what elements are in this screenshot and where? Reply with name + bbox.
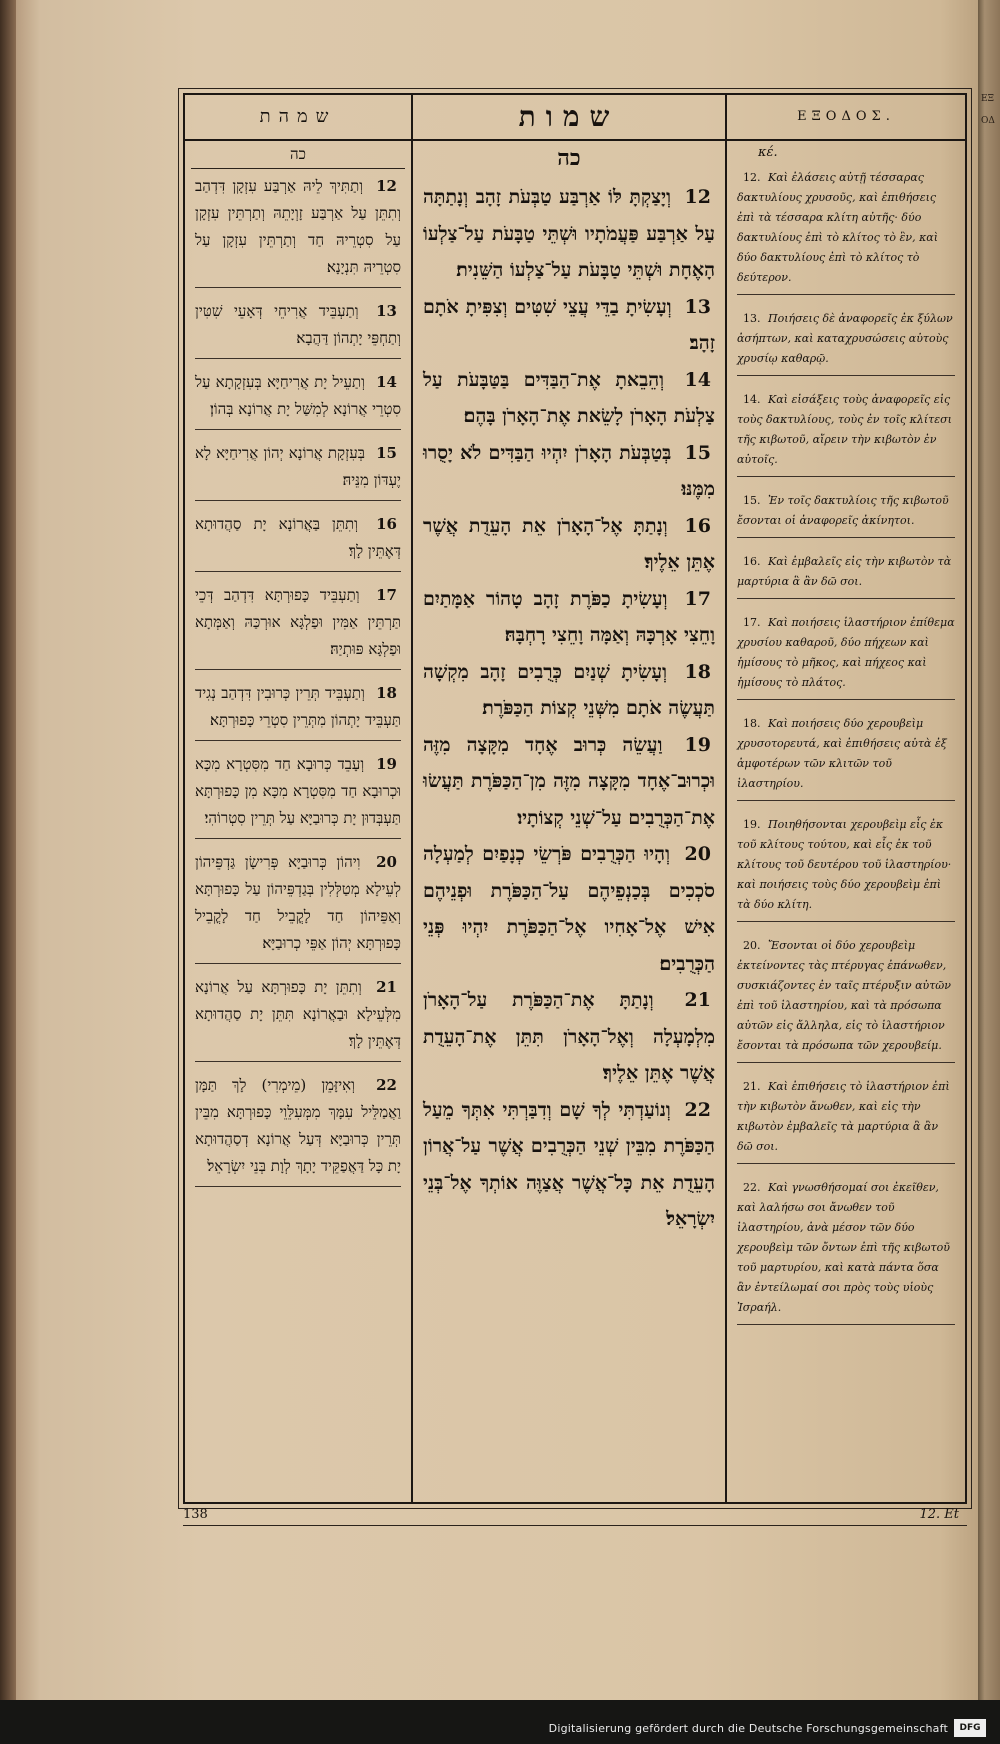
verse [737, 714, 955, 801]
column-rule-1 [411, 95, 413, 1502]
verse-number: 18 [684, 660, 711, 683]
verse [195, 974, 401, 1062]
greek-column [727, 95, 965, 1502]
verse-text: Καὶ εἰσάξεις τοὺς ἀναφορεῖς εἰς τοὺς δακτυλίους, τοὺς ἐν τοῖς κλίτεσι τῆς κιβωτοῦ, αἴρειν τὴν κιβωτὸν ἐν αὐτοῖς. [737, 393, 952, 466]
verse [423, 982, 715, 1092]
hebrew-header: שמות [518, 100, 620, 133]
verse-number: 20 [376, 853, 397, 871]
verse-number: 17 [376, 586, 397, 604]
verse-text: וַעֲשֵׂה כְּרוּב אֶחָד מִקָּצָה מִזֶּה וּכְרוּב־אֶחָד מִקָּצָה מִזֶּה מִן־הַכַּפֹּרֶת תַּעֲשׂוּ אֶת־הַכְּרֻבִים עַל־שְׁנֵי קְצוֹתָיו׃ [423, 733, 715, 829]
verse-text: וְתַעְבֵּיד כָּפוּרְתָּא דִּדְהַב דְּכֵי תַּרְתֵּין אַמִּין וּפַלְגָּא אוּרְכַּהּ וְאַמְּתָא וּפַלְגָּא פּוּתְיַהּ׃ [195, 586, 401, 658]
verse [737, 1178, 955, 1325]
verse-number: 19 [684, 733, 711, 756]
next-page-edge [978, 0, 1000, 1700]
column-rule-2 [725, 95, 727, 1502]
verse [737, 168, 955, 295]
page-footer [183, 1507, 967, 1527]
verse-number: 13. [743, 312, 761, 325]
verse [423, 362, 715, 435]
verse [737, 552, 955, 599]
verse-number: 22 [684, 1098, 711, 1121]
verse-text: וְהֵבֵאתָ אֶת־הַבַּדִּים בַּטַּבָּעֹת עַל צַלְעֹת הָאָרֹן לָשֵׂאת אֶת־הָאָרֹן בָּהֶם׃ [423, 368, 715, 427]
verse-number: 12 [376, 177, 397, 195]
hebrew-chapter: כה [557, 145, 581, 171]
greek-verses [727, 164, 965, 1325]
verse-number: 20. [743, 939, 761, 952]
verse [423, 289, 715, 362]
verse-number: 18 [376, 684, 397, 702]
verse [195, 680, 401, 741]
verse [423, 508, 715, 581]
verse [195, 173, 401, 288]
verse [737, 491, 955, 538]
verse-text: Καὶ ποιήσεις δύο χερουβεὶμ χρυσοτορευτά, καὶ ἐπιθήσεις αὐτὰ ἐξ ἀμφοτέρων τῶν κλιτῶν τοῦ ἱλαστηρίου. [737, 717, 947, 790]
aramaic-header: שמהת [259, 106, 337, 127]
verse-text: Ἐν τοῖς δακτυλίοις τῆς κιβωτοῦ ἔσονται οἱ ἀναφορεῖς ἀκίνητοι. [737, 494, 949, 527]
aramaic-verses [185, 169, 411, 1187]
verse [737, 1077, 955, 1164]
verse-number: 16 [684, 514, 711, 537]
verse-number: 21 [376, 978, 397, 996]
verse-number: 19. [743, 818, 761, 831]
verse-number: 15 [376, 444, 397, 462]
verse-number: 12. [743, 171, 761, 184]
verse-text: בְּעִזְקָת אֲרוֹנָא יְהוֹן אֲרִיחַיָּא לָא יֶעְדּוֹן מִנֵּיהּ׃ [195, 444, 401, 489]
text-frame [183, 93, 967, 1504]
verse [195, 1072, 401, 1187]
verse-number: 21 [684, 989, 711, 1011]
verse-text: וִיהוֹן כְּרוּבַיָּא פְּרִישָׂן גַּדְפֵּיהוֹן לְעֵילָא מְטַלְּלִין בְּגַדְפֵּיהוֹן עַל כָּפוּרְתָּא וְאַפֵּיהוֹן חַד לָקֳבֵיל חַד לָקֳבֵיל כָּפוּרְתָּא יְהוֹן אַפֵּי כְרוּבַיָּא׃ [195, 853, 401, 952]
verse [423, 581, 715, 654]
verse-text: וְתִתֵּן יָת כָּפוּרְתָּא עַל אֲרוֹנָא מִלְּעֵילָא וּבַאֲרוֹנָא תִּתֵּן יָת סַהֲדוּתָא דְּאֶתֵּין לָךְ׃ [195, 978, 401, 1050]
verse-number: 18. [743, 717, 761, 730]
verse-text: וְתַעֵיל יָת אֲרִיחַיָּא בְּעִזְקָתָא עַל סִטְרֵי אֲרוֹנָא לְמִשַּׁל יָת אֲרוֹנָא בְּהוֹן׃ [195, 373, 401, 418]
verse-number: 21. [743, 1080, 761, 1093]
aramaic-chapter: כה [191, 139, 405, 169]
hebrew-verses [413, 175, 725, 1238]
verse-text: וְתַעְבֵּיד תְּרֵין כְּרוּבִין דִּדְהַב נְגִיד תַּעְבֵּיד יָתְהוֹן מִתְּרֵין סִטְרֵי כָּפוּרְתָּא׃ [195, 684, 401, 729]
verse-number: 13 [376, 302, 397, 320]
verse-text: וְתַתִּיךְ לֵיהּ אַרְבַּע עִזְקָן דִּדְהַב וְתִתֵּן עַל אַרְבַּע זָוְיָתֵהּ וְתַרְתֵּין עִזְקָן עַל סִטְרֵיהּ חַד וְתַרְתֵּין עִזְקָן עַל סִטְרֵיהּ תִּנְיָנָא׃ [195, 177, 401, 276]
verse-number: 14. [743, 393, 761, 406]
verse-number: 15 [684, 441, 711, 464]
verse [195, 582, 401, 670]
verse-text: Ποιήσεις δὲ ἀναφορεῖς ἐκ ξύλων ἀσήπτων, καὶ καταχρυσώσεις αὐτοὺς χρυσίῳ καθαρῷ. [737, 312, 953, 365]
next-page-edge-text: ΕΞΟΔ [981, 94, 995, 126]
verse-number: 16. [743, 555, 761, 568]
verse-text: וְעָבֵד כְּרוּבָא חַד מִסִּטְרָא מִכָּא וּכְרוּבָא חַד מִסִּטְרָא מִכָּא מִן כָּפוּרְתָּא תַּעְבְּדוּן יָת כְּרוּבַיָּא עַל תְּרֵין סִטְרוֹהִי׃ [195, 755, 401, 827]
scan-credit: Digitalisierung gefördert durch die Deutsche Forschungsgemeinschaft [548, 1722, 948, 1735]
page-number: 138 [183, 1507, 208, 1522]
verse-text: וְנָתַתָּ אֶל־הָאָרֹן אֵת הָעֵדֻת אֲשֶׁר אֶתֵּן אֵלֶיךָ׃ [423, 514, 715, 573]
verse-number: 22. [743, 1181, 761, 1194]
verse [737, 309, 955, 376]
verse-text: Καὶ ποιήσεις ἱλαστήριον ἐπίθεμα χρυσίου καθαροῦ, δύο πήχεων καὶ ἡμίσους τὸ μῆκος, καὶ πήχεος καὶ ἡμίσους τὸ πλάτος. [737, 616, 955, 689]
verse-text: Ποιηθήσονται χερουβεὶμ εἷς ἐκ τοῦ κλίτους τούτου, καὶ εἷς ἐκ τοῦ κλίτους τοῦ δευτέρου τοῦ ἱλαστηρίου· καὶ ποιήσεις τοὺς δύο χερουβεὶμ ἐπὶ τὰ δύο κλίτη. [737, 818, 952, 911]
verse-text: וְעָשִׂיתָ כַפֹּרֶת זָהָב טָהוֹר אַמָּתַיִם וָחֵצִי אָרְכָּהּ וְאַמָּה וָחֵצִי רָחְבָּהּ׃ [423, 587, 715, 646]
catchword: 12. Et [919, 1507, 959, 1522]
footer-rule [183, 1525, 967, 1526]
hebrew-column [413, 95, 725, 1502]
verse-text: וְתַעְבֵּיד אֲרִיחֵי דְּאָעֵי שִׁטִּין וְתַחְפֵּי יָתְהוֹן דַּהֲבָא׃ [195, 302, 401, 347]
verse-text: וְנוֹעַדְתִּי לְךָ שָׁם וְדִבַּרְתִּי אִתְּךָ מֵעַל הַכַּפֹּרֶת מִבֵּין שְׁנֵי הַכְּרֻבִים אֲשֶׁר עַל־אֲרוֹן הָעֵדֻת אֵת כָּל־אֲשֶׁר אֲצַוֶּה אוֹתְךָ אֶל־בְּנֵי יִשְׂרָאֵל׃ [423, 1098, 715, 1230]
verse [423, 1092, 715, 1238]
verse [737, 815, 955, 922]
verse-text: Ἔσονται οἱ δύο χερουβεὶμ ἐκτείνοντες τὰς πτέρυγας ἐπάνωθεν, συσκιάζοντες ἐν ταῖς πτέρυξιν αὐτῶν ἐπὶ τοῦ ἱλαστηρίου, καὶ τὰ πρόσωπα αὐτῶν εἰς ἄλληλα, εἰς τὸ ἱλαστήριον ἔσονται τὰ πρόσωπα τῶν χερουβείμ. [737, 939, 951, 1052]
verse-number: 12 [684, 186, 711, 208]
verse-text: וְעָשִׂיתָ שְׁנַיִם כְּרֻבִים זָהָב מִקְשָׁה תַּעֲשֶׂה אֹתָם מִשְּׁנֵי קְצוֹת הַכַּפֹּרֶת׃ [423, 660, 715, 719]
verse-text: Καὶ γνωσθήσομαί σοι ἐκεῖθεν, καὶ λαλήσω σοι ἄνωθεν τοῦ ἱλαστηρίου, ἀνὰ μέσον τῶν δύο χερουβεὶμ τῶν ὄντων ἐπὶ τῆς κιβωτοῦ τοῦ μαρτυρίου, καὶ κατὰ πάντα ὅσα ἂν ἐντείλωμαί σοι πρὸς τοὺς υἱοὺς Ἰσραήλ. [737, 1181, 950, 1314]
verse-number: 20 [684, 843, 711, 865]
scan-credit-bar [0, 1700, 1000, 1744]
verse-text: וְיָצַקְתָּ לּוֹ אַרְבַּע טַבְּעֹת זָהָב וְנָתַתָּה עַל אַרְבַּע פַּעֲמֹתָיו וּשְׁתֵּי טַבָּעֹת עַל־צַלְעוֹ הָאֶחָת וּשְׁתֵּי טַבָּעֹת עַל־צַלְעוֹ הַשֵּׁנִית׃ [423, 186, 715, 281]
verse-number: 13 [684, 295, 711, 318]
verse [423, 727, 715, 837]
dfg-logo: DFG [954, 1719, 986, 1737]
greek-header: ΕΞΟΔΟΣ. [797, 109, 895, 124]
verse-number: 22 [376, 1076, 397, 1094]
verse-text: וְאִיזָּמֵן (מֵימְרִי) לָךְ תַּמָּן וַאֲמַלֵּיל עִמָּךְ מִמְּעִלֵּוֵי כָּפוּרְתָּא מִבֵּין תְּרֵין כְּרוּבַיָּא דְּעַל אֲרוֹנָא דְסַהֲדוּתָא יָת כָּל דַּאֲפַקֵּיד יָתָךְ לְוָת בְּנֵי יִשְׂרָאֵל׃ [195, 1076, 401, 1175]
verse-number: 17. [743, 616, 761, 629]
verse-text: וְנָתַתָּ אֶת־הַכַּפֹּרֶת עַל־הָאָרֹן מִלְמָעְלָה וְאֶל־הָאָרֹן תִּתֵּן אֶת־הָעֵדֻת אֲשֶׁר אֶתֵּן אֵלֶיךָ׃ [423, 989, 715, 1084]
verse-text: וְתִתֵּן בַּאֲרוֹנָא יָת סַהֲדוּתָא דְּאֶתֵּין לָךְ׃ [195, 515, 401, 560]
verse [195, 440, 401, 501]
verse-number: 14 [376, 373, 397, 391]
verse [737, 936, 955, 1063]
verse-number: 14 [684, 368, 711, 391]
verse-number: 16 [376, 515, 397, 533]
verse-number: 15. [743, 494, 761, 507]
verse [195, 849, 401, 964]
verse-text: בְּטַבְּעֹת הָאָרֹן יִהְיוּ הַבַּדִּים לֹא יָסֻרוּ מִמֶּנּוּ׃ [423, 441, 715, 500]
greek-chapter: κέ. [758, 145, 778, 160]
verse-text: וְהָיוּ הַכְּרֻבִים פֹּרְשֵׂי כְנָפַיִם לְמַעְלָה סֹכְכִים בְּכַנְפֵיהֶם עַל־הַכַּפֹּרֶת וּפְנֵיהֶם אִישׁ אֶל־אָחִיו אֶל־הַכַּפֹּרֶת יִהְיוּ פְּנֵי הַכְּרֻבִים׃ [423, 843, 715, 975]
verse [423, 435, 715, 508]
verse-text: וְעָשִׂיתָ בַדֵּי עֲצֵי שִׁטִּים וְצִפִּיתָ אֹתָם זָהָב׃ [423, 295, 715, 354]
verse-number: 19 [376, 755, 397, 773]
page-gutter [0, 0, 16, 1700]
verse [423, 654, 715, 727]
header-rule [185, 139, 965, 141]
verse [737, 613, 955, 700]
verse-text: Καὶ ἐμβαλεῖς εἰς τὴν κιβωτὸν τὰ μαρτύρια ἃ ἂν δῶ σοι. [737, 555, 952, 588]
verse [195, 511, 401, 572]
verse-number: 17 [684, 587, 711, 610]
verse [737, 390, 955, 477]
verse [195, 369, 401, 430]
verse [423, 179, 715, 289]
verse-text: Καὶ ἐλάσεις αὐτῇ τέσσαρας δακτυλίους χρυσοῦς, καὶ ἐπιθήσεις ἐπὶ τὰ τέσσαρα κλίτη αὐτῆς· δύο δακτυλίους ἐπὶ τὸ κλίτος τὸ ἓν, καὶ δύο δακτυλίους ἐπὶ τὸ κλίτος τὸ δεύτερον. [737, 171, 939, 284]
verse [195, 751, 401, 839]
aramaic-column [185, 95, 411, 1502]
verse [195, 298, 401, 359]
verse-text: Καὶ ἐπιθήσεις τὸ ἱλαστήριον ἐπὶ τὴν κιβωτὸν ἄνωθεν, καὶ εἰς τὴν κιβωτὸν ἐμβαλεῖς τὰ μαρτύρια ἃ ἂν δῶ σοι. [737, 1080, 950, 1153]
verse [423, 836, 715, 982]
